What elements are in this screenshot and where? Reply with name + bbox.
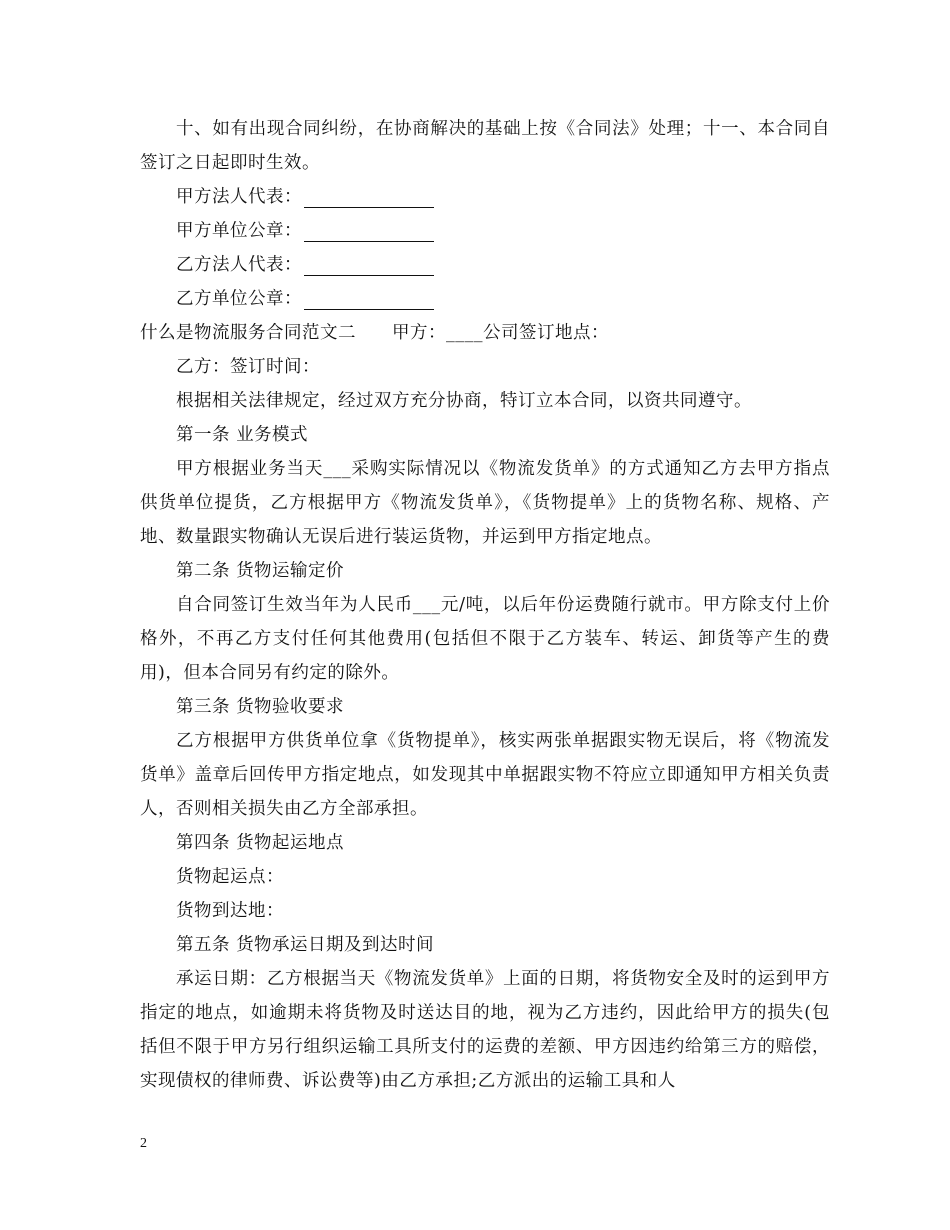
signature-blank	[304, 187, 434, 208]
article-1-title: 第一条 业务模式	[176, 425, 309, 445]
signature-blank	[304, 255, 434, 276]
document-page	[140, 112, 830, 1098]
party-a-line: 甲方：____公司签订地点：	[392, 323, 609, 343]
origin-line: 货物起运点：	[176, 867, 284, 887]
signature-line-b-rep	[140, 248, 830, 282]
signature-line-a-seal	[140, 214, 830, 248]
article-4-title: 第四条 货物起运地点	[176, 833, 345, 853]
article-2-body: 自合同签订生效当年为人民币___元/吨，以后年份运费随行就市。甲方除支付上价格外，不再乙方支付任何其他费用(包括但不限于乙方装车、转运、卸货等产生的费用)，但本合同另有约定的除外。	[140, 595, 830, 683]
article-3-body: 乙方根据甲方供货单位拿《货物提单》，核实两张单据跟实物无误后，将《物流发货单》盖章后回传甲方指定地点，如发现其中单据跟实物不符应立即通知甲方相关负责人，否则相关损失由乙方全部承担。	[140, 731, 830, 819]
article-1-body: 甲方根据业务当天___采购实际情况以《物流发货单》的方式通知乙方去甲方指点供货单位提货，乙方根据甲方《物流发货单》，《货物提单》上的货物名称、规格、产地、数量跟实物确认无误后进行装运货物，并运到甲方指定地点。	[140, 459, 830, 547]
page-number: 2	[140, 1136, 147, 1151]
signature-label: 乙方单位公章：	[176, 289, 302, 309]
article-2-title: 第二条 货物运输定价	[176, 561, 345, 581]
article-5-body: 承运日期：乙方根据当天《物流发货单》上面的日期，将货物安全及时的运到甲方指定的地点，如逾期未将货物及时送达目的地，视为乙方违约，因此给甲方的损失(包括但不限于甲方另行组织运输工具所支付的运费的差额、甲方因违约给第三方的赔偿，实现债权的律师费、诉讼费等)由乙方承担;乙方派出的运输工具和人	[140, 969, 830, 1091]
signature-label: 甲方单位公章：	[176, 221, 302, 241]
sample-two-title: 什么是物流服务合同范文二	[140, 323, 356, 343]
party-b-line: 乙方：签订时间：	[176, 357, 320, 377]
clause-10-11: 十、如有出现合同纠纷，在协商解决的基础上按《合同法》处理；十一、本合同自签订之日起即时生效。	[140, 119, 830, 173]
signature-blank	[304, 289, 434, 310]
signature-label: 甲方法人代表：	[176, 187, 302, 207]
signature-line-b-seal	[140, 282, 830, 316]
article-3-title: 第三条 货物验收要求	[176, 697, 345, 717]
signature-label: 乙方法人代表：	[176, 255, 302, 275]
preamble: 根据相关法律规定，经过双方充分协商，特订立本合同，以资共同遵守。	[176, 391, 752, 411]
destination-line: 货物到达地：	[176, 901, 284, 921]
sample-two-heading-line	[140, 316, 830, 350]
article-5-title: 第五条 货物承运日期及到达时间	[176, 935, 435, 955]
signature-blank	[304, 221, 434, 242]
signature-line-a-rep	[140, 180, 830, 214]
